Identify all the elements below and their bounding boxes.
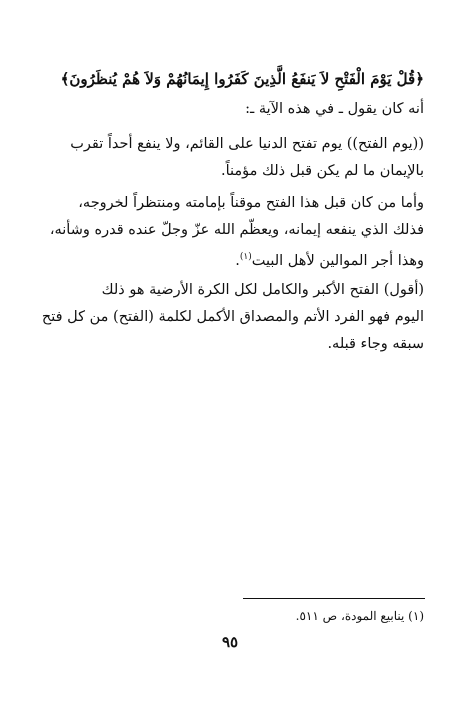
paragraph-3-line-1: (أقول) الفتح الأكبر والكامل لكل الكرة الأرضية هو ذلك <box>101 282 424 298</box>
footnote-marker: (١) <box>239 252 252 262</box>
paragraph-3-line-2: اليوم فهو الفرد الأتم والمصداق الأكمل لكلمة (الفتح) من كل فتح <box>41 309 424 325</box>
paragraph-2-line-2: فذلك الذي ينفعه إيمانه، ويعظّم الله عزّ وجلّ عنده قدره وشأنه، <box>49 222 424 238</box>
page-number: ٩٥ <box>221 633 239 651</box>
paragraph-2-line-3-text: وهذا أجر الموالين لأهل البيت <box>251 252 424 269</box>
paragraph-2-line-3 <box>44 244 424 275</box>
footnote-divider <box>243 598 425 599</box>
paragraph-3-line-3: سبقه وجاء قبله. <box>327 336 424 352</box>
footnote: (١) ينابيع المودة، ص ٥١١. <box>295 609 424 623</box>
paragraph-2-line-1: وأما من كان قبل هذا الفتح موقناً بإمامته ومنتظراً لخروجه، <box>78 195 424 211</box>
paragraph-2 <box>44 190 424 275</box>
intro-line: أنه كان يقول ـ في هذه الآية ـ: <box>245 101 424 117</box>
paragraph-1 <box>44 131 424 185</box>
paragraph-1-line-1: ((يوم الفتح)) يوم تفتح الدنيا على القائم، ولا ينفع أحداً تقرب <box>70 136 424 152</box>
paragraph-3 <box>41 277 424 358</box>
paragraph-1-line-2: بالإيمان ما لم يكن قبل ذلك مؤمناً. <box>220 163 424 179</box>
paragraph-2-end: . <box>235 252 240 269</box>
quran-verse: ﴿قُلْ يَوْمَ الْفَتْحِ لاَ يَنفَعُ الَّذِينَ كَفَرُوا إِيمَانُهُمْ وَلاَ هُمْ يُنظَرُونَ﴾ <box>60 70 424 88</box>
